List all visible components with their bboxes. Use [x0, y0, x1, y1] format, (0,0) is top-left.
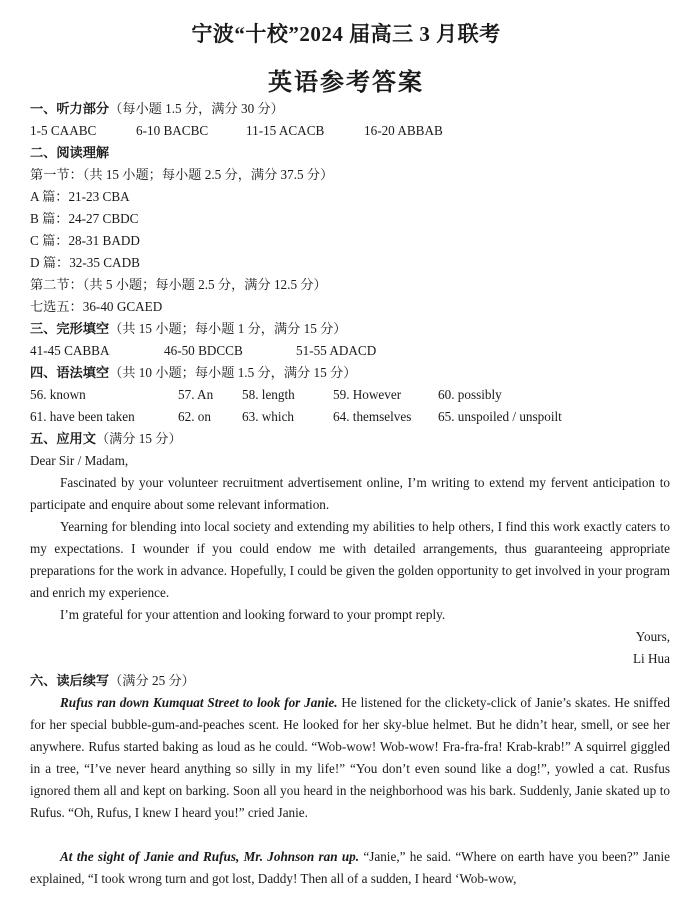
story-paragraph-1-body: He listened for the clickety-click of Janie’s skates. He sniffed for her special bubble-gum-and-peaches scent. He looked for her sky-blue helmet. But he didn’t hear, smell, or see her anywhere. Rufus started baking as loud as he could. “Wob-wow! Wob-wow! Fra-fra-fra! Krab-krab!” A squirrel giggled in a tree, “I’ve never heard anything so silly in my life!” “You don’t even sound like a dog!”, yowled a cat. Rusfus ignored them all and kept on barking. Soon all you heard in the neighborhood was his bark. Suddenly, Janie skated up to Rufus. “Oh, Rufus, I knew I heard you!” cried Janie. — [30, 695, 670, 820]
listening-heading: 一、听力部分 — [30, 101, 110, 116]
answer-group: 46-50 BDCCB — [164, 343, 243, 358]
applied-heading-line — [30, 428, 670, 450]
grammar-heading-line — [30, 362, 670, 384]
listening-heading-line — [30, 98, 670, 120]
applied-note: （满分 15 分） — [95, 431, 182, 446]
continuation-heading-line — [30, 670, 670, 692]
continuation-heading: 六、读后续写 — [30, 673, 110, 688]
grammar-answer: 65. unspoiled / unspoilt — [438, 409, 562, 424]
grammar-answer: 62. on — [178, 409, 211, 424]
cloze-answers — [30, 340, 670, 362]
reading-section1: 第一节：（共 15 小题；每小题 2.5 分，满分 37.5 分） — [30, 167, 334, 182]
grammar-answer: 58. length — [242, 387, 295, 402]
grammar-note: （共 10 小题；每小题 1.5 分，满分 15 分） — [109, 365, 357, 380]
grammar-row-2 — [30, 406, 670, 428]
answer-group: 11-15 ACACB — [246, 123, 325, 138]
grammar-answer: 57. An — [178, 387, 214, 402]
answer-group: 41-45 CABBA — [30, 343, 110, 358]
cloze-note: （共 15 小题；每小题 1 分，满分 15 分） — [109, 321, 347, 336]
reading-d: D 篇：32-35 CADB — [30, 255, 140, 270]
continuation-note: （满分 25 分） — [109, 673, 195, 688]
answer-group: 1-5 CAABC — [30, 123, 97, 138]
letter-salutation: Dear Sir / Madam, — [30, 453, 129, 468]
grammar-answer: 61. have been taken — [30, 409, 135, 424]
reading-c: C 篇：28-31 BADD — [30, 233, 140, 248]
story-paragraph-1 — [30, 692, 670, 824]
reading-a: A 篇：21-23 CBA — [30, 189, 130, 204]
letter-paragraph-2: Yearning for blending into local society and extending my abilities to help others, I find this work exactly caters to my expectations. I wounder if you could endow me with detailed arrangements, thus guaranteeing appropriate preparations for the work in advance. Hopefully, I could be given the golden opportunity to get involved in your program and enrich my experience. — [30, 519, 670, 600]
letter-closing: Yours, — [635, 629, 670, 644]
grammar-answer: 56. known — [30, 387, 86, 402]
story-paragraph-2-lead: At the sight of Janie and Rufus, Mr. Johnson ran up. — [60, 849, 360, 864]
cloze-heading-line — [30, 318, 670, 340]
grammar-answer: 60. possibly — [438, 387, 502, 402]
grammar-heading: 四、语法填空 — [30, 365, 110, 380]
story-paragraph-2 — [30, 846, 670, 890]
listening-answers — [30, 120, 670, 142]
applied-heading: 五、应用文 — [30, 431, 96, 446]
grammar-answer: 64. themselves — [333, 409, 412, 424]
answer-group: 16-20 ABBAB — [364, 123, 443, 138]
reading-b: B 篇：24-27 CBDC — [30, 211, 139, 226]
story-paragraph-1-lead: Rufus ran down Kumquat Street to look for Janie. — [60, 695, 338, 710]
listening-note: （每小题 1.5 分，满分 30 分） — [109, 101, 284, 116]
answer-group: 6-10 BACBC — [136, 123, 209, 138]
grammar-answer: 63. which — [242, 409, 295, 424]
reading-section2: 第二节：（共 5 小题；每小题 2.5 分，满分 12.5 分） — [30, 277, 327, 292]
answer-group: 51-55 ADACD — [296, 343, 377, 358]
reading-heading: 二、阅读理解 — [30, 145, 110, 160]
letter-signature: Li Hua — [633, 651, 670, 666]
letter-paragraph-1: Fascinated by your volunteer recruitment advertisement online, I’m writing to extend my fervent anticipation to participate and enquire about some relevant information. — [30, 475, 670, 512]
grammar-row-1 — [30, 384, 670, 406]
grammar-answer: 59. However — [333, 387, 402, 402]
exam-title: 宁波“十校”2024 届高三 3 月联考 — [191, 22, 501, 46]
reading-seven: 七选五：36-40 GCAED — [30, 299, 163, 314]
cloze-heading: 三、完形填空 — [30, 321, 110, 336]
story-paragraph-2-body: “Janie,” he said. “Where on earth have you been?” Janie explained, “I took wrong turn and got lost, Daddy! Then all of a sudden, I heard ‘Wob-wow, — [30, 849, 670, 886]
letter-paragraph-3: I’m grateful for your attention and looking forward to your prompt reply. — [60, 607, 446, 622]
answer-key-title: 英语参考答案 — [268, 70, 424, 96]
